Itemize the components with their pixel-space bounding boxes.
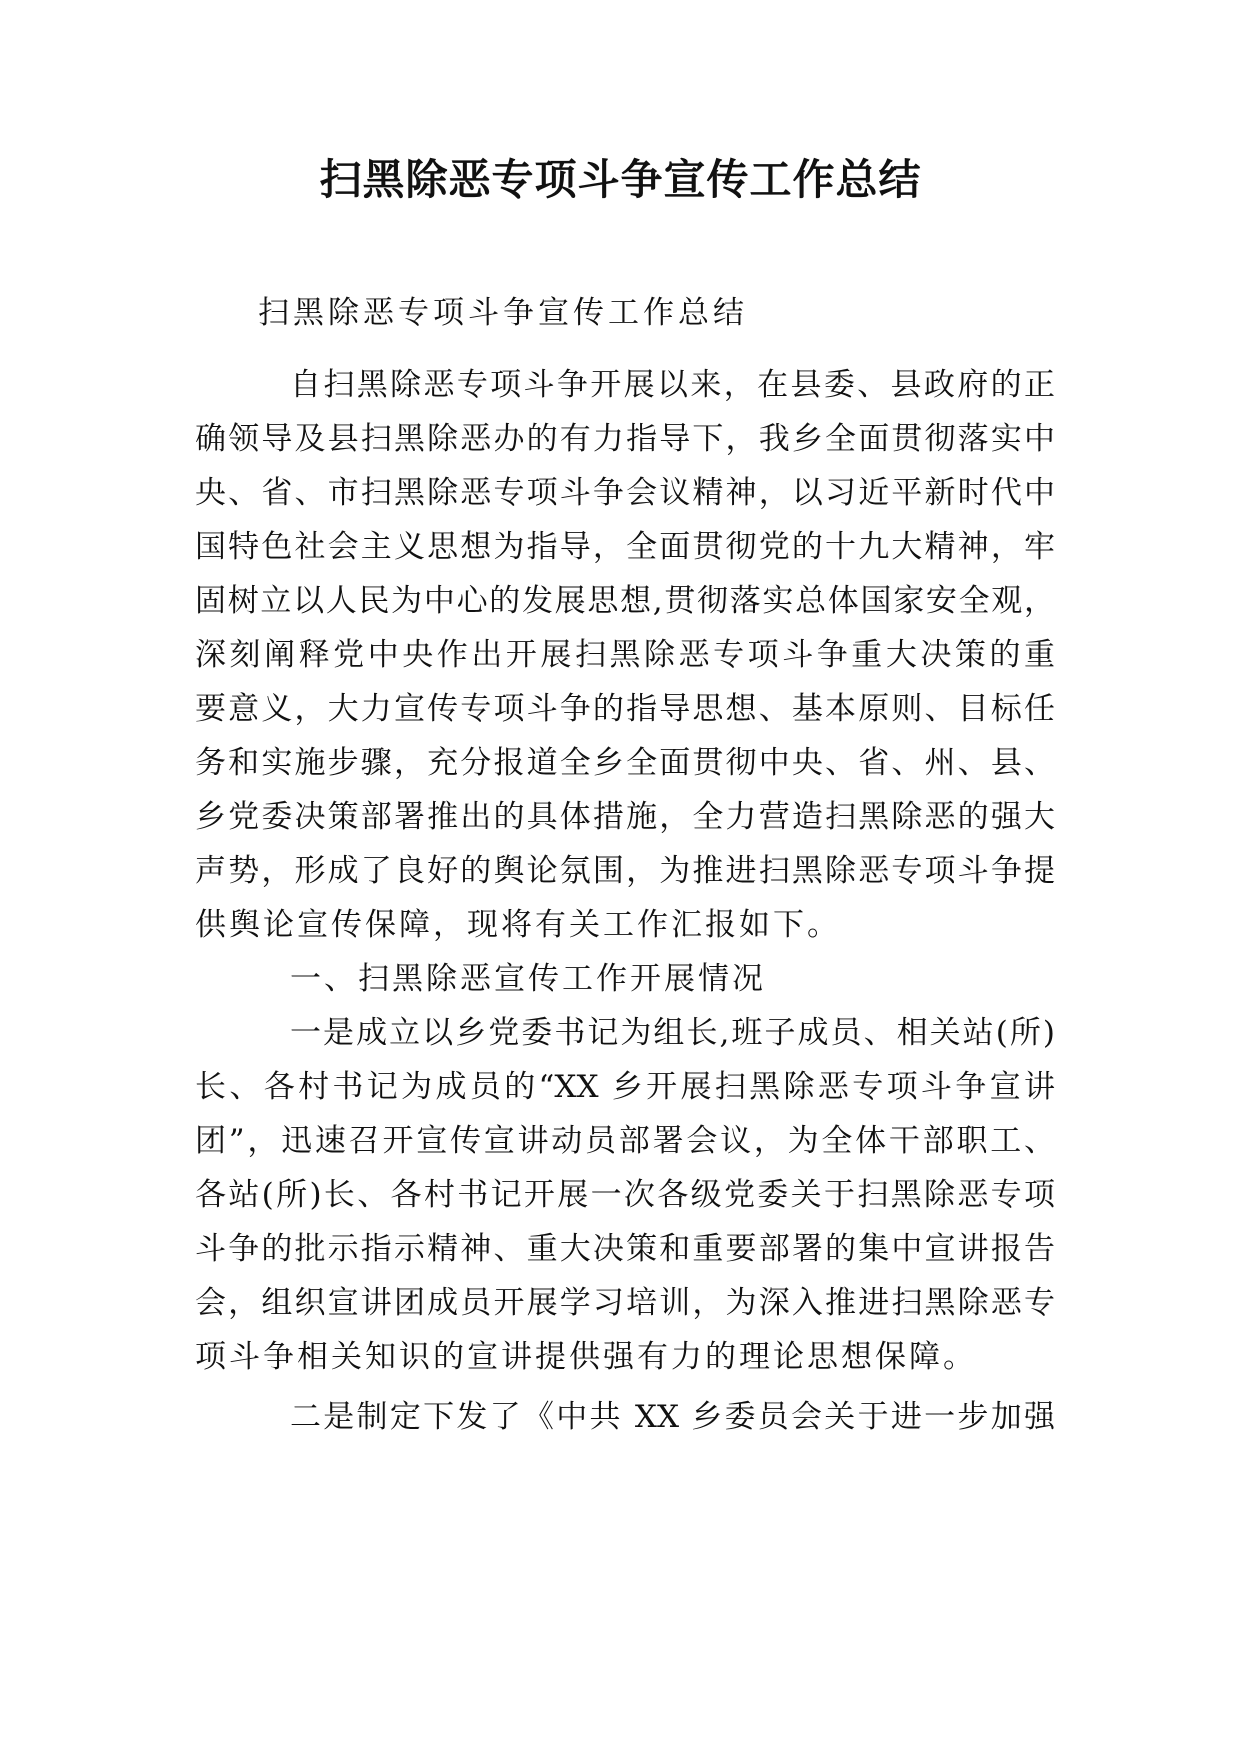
paragraph-line: 确领导及县扫黑除恶办的有力指导下，我乡全面贯彻落实中 <box>195 421 1055 457</box>
paragraph-line: 会，组织宣讲团成员开展学习培训，为深入推进扫黑除恶专 <box>195 1285 1055 1321</box>
paragraph-line: 务和实施步骤，充分报道全乡全面贯彻中央、省、州、县、 <box>195 745 1055 781</box>
paragraph-line: 要意义，大力宣传专项斗争的指导思想、基本原则、目标任 <box>195 691 1055 727</box>
paragraph-line: 央、省、市扫黑除恶专项斗争会议精神，以习近平新时代中 <box>195 475 1055 511</box>
paragraph-line: 项斗争相关知识的宣讲提供强有力的理论思想保障。 <box>195 1339 977 1375</box>
paragraph-line: 供舆论宣传保障，现将有关工作汇报如下。 <box>195 907 841 943</box>
paragraph-line: 一是成立以乡党委书记为组长,班子成员、相关站(所) <box>290 1015 1055 1051</box>
paragraph-line: 乡党委决策部署推出的具体措施，全力营造扫黑除恶的强大 <box>195 799 1055 835</box>
paragraph-line: 长、各村书记为成员的“XX 乡开展扫黑除恶专项斗争宣讲 <box>195 1069 1055 1105</box>
paragraph-line: 固树立以人民为中心的发展思想,贯彻落实总体国家安全观， <box>195 583 1055 619</box>
paragraph-line: 国特色社会主义思想为指导，全面贯彻党的十九大精神，牢 <box>195 529 1055 565</box>
paragraph-line: 声势，形成了良好的舆论氛围，为推进扫黑除恶专项斗争提 <box>195 853 1055 889</box>
paragraph-line: 深刻阐释党中央作出开展扫黑除恶专项斗争重大决策的重 <box>195 637 1055 673</box>
paragraph-line: 斗争的批示指示精神、重大决策和重要部署的集中宣讲报告 <box>195 1231 1055 1267</box>
document-title: 扫黑除恶专项斗争宣传工作总结 <box>319 155 922 204</box>
paragraph-line: 二是制定下发了《中共 XX 乡委员会关于进一步加强 <box>290 1399 1055 1435</box>
paragraph-line: 团”，迅速召开宣传宣讲动员部署会议，为全体干部职工、 <box>195 1123 1055 1159</box>
document-subtitle: 扫黑除恶专项斗争宣传工作总结 <box>258 295 748 331</box>
section-heading: 一、扫黑除恶宣传工作开展情况 <box>290 961 766 997</box>
paragraph-line: 自扫黑除恶专项斗争开展以来，在县委、县政府的正 <box>290 367 1055 403</box>
paragraph-line: 各站(所)长、各村书记开展一次各级党委关于扫黑除恶专项 <box>195 1177 1055 1213</box>
